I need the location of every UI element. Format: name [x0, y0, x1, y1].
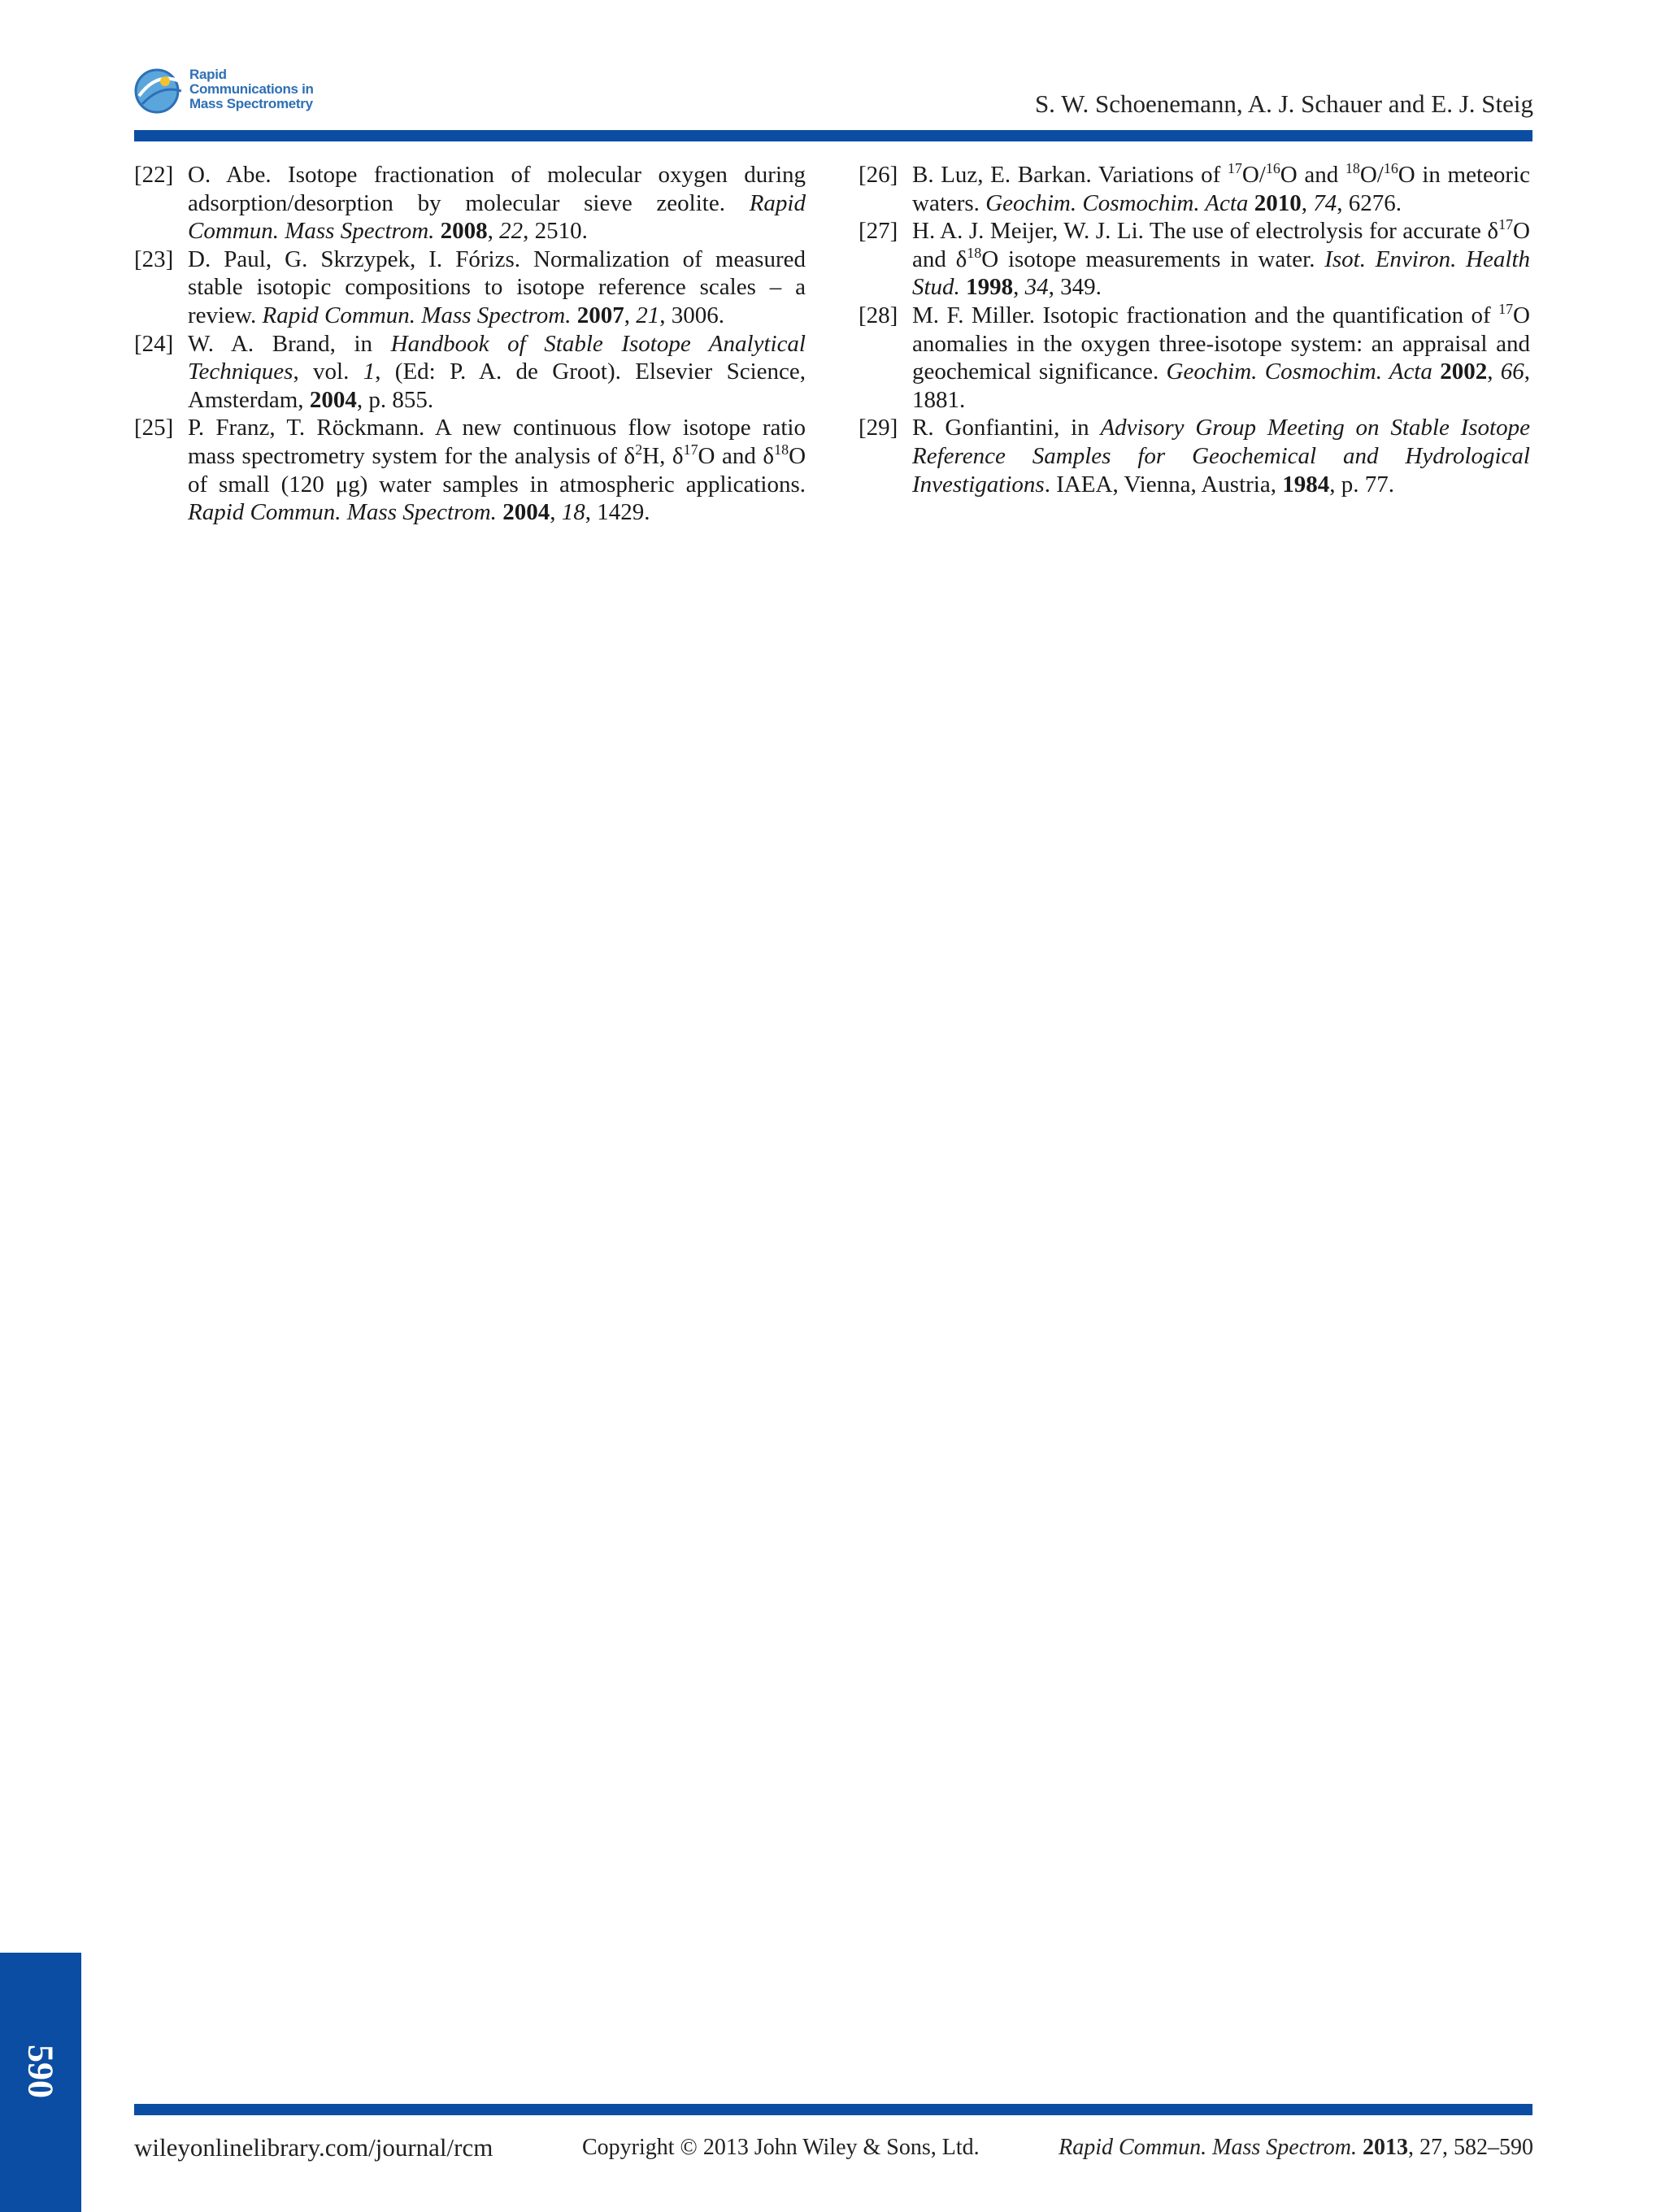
reference-text-part: B. Luz, E. Barkan. Variations of — [912, 162, 1228, 188]
reference-volume: 74 — [1313, 189, 1337, 216]
reference-pages: , p. 855. — [356, 386, 434, 413]
reference-pages: , p. 77. — [1329, 471, 1394, 498]
reference-book-title: Advisory Group Meeting on Stable Isotope Reference Samples for Geochemical and Hydrological Investigations — [912, 415, 1530, 498]
superscript: 16 — [1383, 160, 1398, 177]
reference-22 — [134, 161, 806, 246]
reference-book-title: Handbook of Stable Isotope Analytical Techniques — [188, 330, 806, 385]
logo-line-2: Communications in — [189, 81, 314, 97]
reference-year: 2004 — [309, 386, 357, 413]
reference-text-part: O/ — [1359, 162, 1384, 188]
reference-29 — [859, 414, 1530, 498]
reference-volume: 22 — [499, 218, 524, 245]
reference-26 — [859, 161, 1530, 217]
reference-text-part: , vol. — [293, 359, 363, 385]
reference-authors-title: O. Abe. Isotope fractionation of molecular oxygen during adsorption/desorption by molecular sieve zeolite. — [188, 162, 806, 216]
reference-number: [26] — [859, 162, 898, 188]
reference-pages: , 2510. — [523, 218, 588, 245]
reference-journal: Geochim. Cosmochim. Acta — [985, 189, 1249, 216]
reference-text: P. Franz, T. Röckmann. A new continuous flow isotope ratio mass spectrometry system for the analysis of $\delta^2H$, $\delta^{17}O$ and $\delta^{18}O$ of small (120 μg) water samples in atmospheric applications. Rapid Commun. Mass Spectrom. 2004, 18, 1429. — [188, 415, 806, 526]
references-right-column — [859, 161, 1530, 498]
reference-publisher: . IAEA, Vienna, Austria, — [1044, 471, 1283, 498]
reference-journal: Rapid Commun. Mass Spectrom. — [262, 302, 572, 328]
superscript: 2 — [635, 441, 643, 458]
reference-pages: , 3006. — [659, 302, 724, 328]
reference-text-part: H, δ — [642, 442, 684, 469]
reference-text: O. Abe. Isotope fractionation of molecular oxygen during adsorption/desorption by molecular sieve zeolite. Rapid Commun. Mass Spectrom. 2008, 22, 2510. — [188, 162, 806, 245]
reference-text-part: O isotope measurements in water. — [981, 246, 1325, 272]
reference-year: 2008 — [440, 218, 488, 245]
running-head-authors: S. W. Schoenemann, A. J. Schauer and E. J. Steig — [1034, 89, 1533, 118]
reference-text-part: O anomalies in the oxygen three-isotope system: an appraisal and geochemical significance. — [912, 302, 1530, 385]
logo-line-3: Mass Spectrometry — [189, 96, 313, 111]
reference-number: [23] — [134, 246, 174, 272]
reference-text: B. Luz, E. Barkan. Variations of $^{17}$O/$^{16}$O and $^{18}$O/$^{16}$O in meteoric waters. Geochim. Cosmochim. Acta 2010, 74, 6276. — [912, 160, 1530, 216]
footer-journal-name: Rapid Commun. Mass Spectrom. — [1059, 2135, 1357, 2160]
superscript: 18 — [1345, 160, 1360, 177]
reference-authors: W. A. Brand, in — [188, 330, 391, 357]
reference-pages: , 349. — [1048, 274, 1102, 301]
reference-year: 2010 — [1254, 189, 1302, 216]
reference-number: [28] — [859, 302, 898, 328]
reference-text-part: O/ — [1241, 162, 1266, 188]
reference-text: H. A. J. Meijer, W. J. Li. The use of electrolysis for accurate $\delta^{17}O$ and $\delta^{18}O$ isotope measurements in water. Isot. Environ. Health Stud. 1998, 34, 349. — [912, 216, 1530, 301]
reference-volume: 66 — [1500, 359, 1524, 385]
reference-23 — [134, 246, 806, 330]
reference-text — [188, 330, 806, 415]
reference-number: [22] — [134, 162, 174, 188]
footer-rule — [134, 2104, 1532, 2115]
footer-url[interactable]: wileyonlinelibrary.com/journal/rcm — [134, 2133, 493, 2162]
reference-text-part: O of small (120 μg) water samples in atmospheric applications. — [188, 442, 806, 498]
superscript: 17 — [1498, 301, 1514, 318]
reference-number: [24] — [134, 330, 174, 357]
superscript: 17 — [1498, 216, 1514, 233]
reference-text-part: P. Franz, T. Röckmann. A new continuous flow isotope ratio mass spectrometry system for the analysis of δ — [188, 415, 806, 469]
reference-pages: , 1881. — [912, 359, 1530, 413]
reference-number: [25] — [134, 415, 174, 441]
logo-line-1: Rapid — [189, 67, 227, 82]
reference-pages: , 1429. — [585, 499, 650, 526]
reference-volume: 34 — [1024, 274, 1049, 301]
reference-year: 2002 — [1440, 359, 1488, 385]
superscript: 16 — [1265, 160, 1280, 177]
superscript: 18 — [774, 441, 789, 458]
superscript: 17 — [683, 441, 698, 458]
reference-text: M. F. Miller. Isotopic fractionation and the quantification of $^{17}$O anomalies in the oxygen three-isotope system: an appraisal and geochemical significance. Geochim. Cosmochim. Acta 2002, 66, 1881. — [912, 301, 1530, 413]
footer-volume-pages: , 27, 582–590 — [1408, 2135, 1533, 2160]
page-number: 590 — [20, 2045, 61, 2098]
journal-logo — [133, 63, 314, 115]
journal-logo-icon — [133, 63, 185, 115]
reference-journal: Isot. Environ. Health Stud. — [912, 246, 1530, 301]
references-left-column — [134, 161, 806, 527]
reference-text-part: O and δ — [698, 442, 775, 469]
reference-27 — [859, 217, 1530, 302]
footer-year: 2013 — [1363, 2135, 1408, 2160]
reference-volume: 18 — [561, 499, 585, 526]
reference-year: 2004 — [502, 499, 550, 526]
reference-year: 1998 — [966, 274, 1014, 301]
reference-journal: Geochim. Cosmochim. Acta — [1166, 359, 1432, 385]
reference-text — [912, 414, 1530, 498]
reference-number: [29] — [859, 415, 898, 441]
reference-authors-title: D. Paul, G. Skrzypek, I. Fórizs. Normalization of measured stable isotopic compositions to isotope reference scales – a review. — [188, 246, 806, 328]
reference-24 — [134, 330, 806, 415]
reference-text-part: O and δ — [912, 218, 1530, 272]
reference-authors: R. Gonfiantini, in — [912, 415, 1101, 441]
reference-volume: 1 — [363, 359, 376, 385]
reference-year: 2007 — [576, 302, 624, 328]
reference-25 — [134, 414, 806, 526]
reference-journal: Rapid Commun. Mass Spectrom. — [188, 189, 806, 245]
superscript: 17 — [1227, 160, 1242, 177]
reference-text-part: H. A. J. Meijer, W. J. Li. The use of electrolysis for accurate δ — [912, 218, 1499, 245]
reference-pages: , 6276. — [1337, 189, 1402, 216]
reference-text: D. Paul, G. Skrzypek, I. Fórizs. Normalization of measured stable isotopic compositions to isotope reference scales – a review. Rapid Commun. Mass Spectrom. 2007, 21, 3006. — [188, 246, 806, 328]
superscript: 18 — [967, 245, 982, 261]
header-rule — [134, 130, 1532, 141]
reference-volume: 21 — [636, 302, 660, 328]
reference-text-part: O and — [1280, 162, 1345, 188]
journal-logo-text — [189, 67, 314, 111]
footer-copyright: Copyright © 2013 John Wiley & Sons, Ltd. — [582, 2135, 980, 2160]
reference-number: [27] — [859, 218, 898, 245]
reference-text-part: O in meteoric waters. — [912, 162, 1530, 216]
reference-journal: Rapid Commun. Mass Spectrom. — [188, 499, 497, 526]
reference-28 — [859, 302, 1530, 414]
reference-publisher: , (Ed: P. A. de Groot). Elsevier Science, Amsterdam, — [188, 359, 806, 413]
reference-year: 1984 — [1282, 471, 1330, 498]
reference-text-part: M. F. Miller. Isotopic fractionation and the quantification of — [912, 302, 1499, 328]
footer-citation — [1059, 2133, 1533, 2162]
